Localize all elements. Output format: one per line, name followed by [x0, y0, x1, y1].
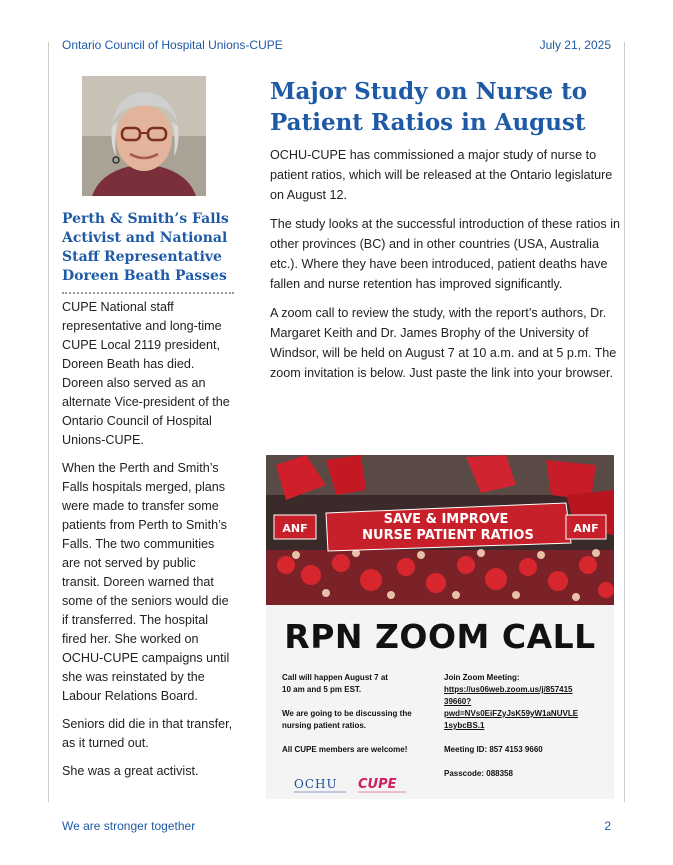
sidebar-article — [62, 298, 234, 790]
right-margin-rule — [624, 42, 625, 802]
detail-line: We are going to be discussing the — [282, 709, 412, 718]
article-title: Major Study on Nurse to Patient Ratios in August — [270, 78, 588, 136]
zoom-link[interactable]: 39660? — [444, 697, 472, 706]
zoom-link[interactable]: pwd=NVs0EiFZyJsK59yW1aNUVLE — [444, 709, 579, 718]
detail-line: nursing patient ratios. — [282, 721, 367, 730]
sidebar-paragraph: CUPE National staff representative and long-time CUPE Local 2119 president, Doreen Beath has died. Doreen also served as an alternate Vice-president of the Ontario Council of Hospital Unions-CUPE. — [62, 300, 230, 447]
article-paragraph: The study looks at the successful introduction of these ratios in other provinces (BC) and in other countries (USA, Australia etc.). Where they have been introduced, patient deaths have fallen and nurse retention has improved significantly. — [270, 217, 621, 291]
ochu-logo: OCHU — [294, 777, 338, 791]
sidebar-title: Perth & Smith’s Falls Activist and National Staff Representative Doreen Beath Passes — [62, 211, 229, 284]
zoom-call-heading: RPN ZOOM CALL — [284, 617, 596, 656]
detail-line: Call will happen August 7 at — [282, 673, 388, 682]
header-org: Ontario Council of Hospital Unions-CUPE — [62, 38, 283, 52]
cupe-logo: CUPE — [358, 777, 397, 792]
left-margin-rule — [48, 42, 49, 802]
page-number: 2 — [604, 819, 611, 833]
sidebar-paragraph: She was a great activist. — [62, 764, 199, 778]
zoom-call-details — [282, 672, 442, 756]
meeting-id: Meeting ID: 857 4153 9660 — [444, 745, 543, 754]
article-paragraph: OCHU-CUPE has commissioned a major study of nurse to patient ratios, which will be released at the Ontario legislature on August 12. — [270, 148, 613, 202]
banner-line1: SAVE & IMPROVE — [383, 512, 509, 527]
footer-tagline: We are stronger together — [62, 819, 196, 833]
zoom-link[interactable]: https://us06web.zoom.us/j/857415 — [444, 685, 573, 694]
rally-photo — [266, 455, 614, 605]
zoom-call-poster — [266, 455, 614, 799]
passcode: Passcode: 088358 — [444, 769, 513, 778]
page-footer — [62, 819, 611, 833]
join-label: Join Zoom Meeting: — [444, 673, 520, 682]
detail-line: 10 am and 5 pm EST. — [282, 685, 362, 694]
zoom-meeting-info — [444, 672, 609, 780]
banner-line2: NURSE PATIENT RATIOS — [362, 528, 534, 543]
article-body — [270, 145, 622, 435]
banner-side-left: ANF — [282, 522, 308, 535]
banner-side-right: ANF — [573, 522, 599, 535]
portrait-photo — [82, 76, 206, 196]
sidebar-divider — [62, 292, 234, 294]
sidebar-paragraph: Seniors did die in that transfer, as it turned out. — [62, 717, 233, 750]
zoom-link[interactable]: 1sybcBS.1 — [444, 721, 485, 730]
sidebar-paragraph: When the Perth and Smith’s Falls hospitals merged, plans were made to transfer some patients from Perth to Smith’s Falls. The two communities are not served by public transit. Doreen warned that some of the seniors would die if transferred. The hospital fired her. She worked on OCHU-CUPE campaigns until she was reinstated by the Labour Relations Board. — [62, 461, 230, 703]
detail-line: All CUPE members are welcome! — [282, 745, 408, 754]
union-logos — [294, 773, 414, 795]
article-paragraph: A zoom call to review the study, with the report’s authors, Dr. Margaret Keith and Dr. James Brophy of the University of Windsor, will be held on August 7 at 10 a.m. and at 5 p.m. The zoom invitation is below. Just paste the link into your browser. — [270, 306, 617, 380]
header-date: July 21, 2025 — [539, 38, 611, 52]
